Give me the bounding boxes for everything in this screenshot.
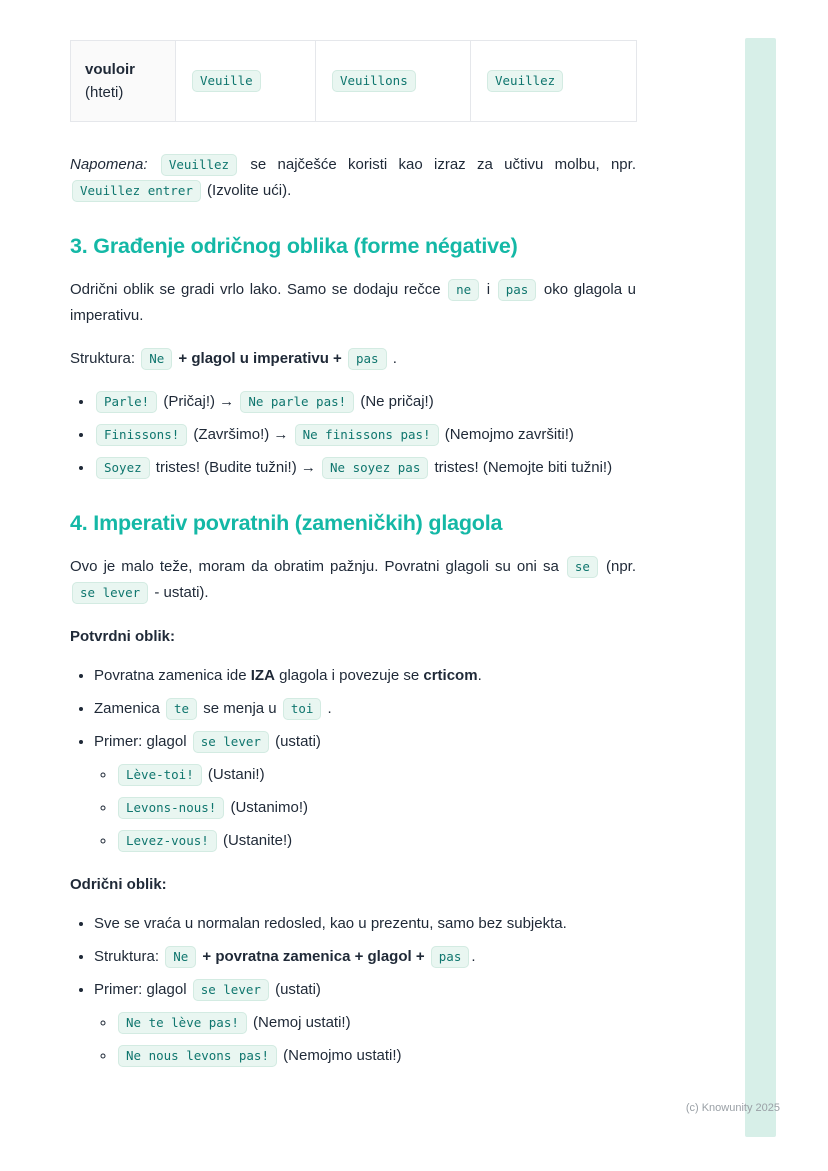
inline-code-badge: Ne nous levons pas! (118, 1045, 277, 1067)
inline-code-badge: Veuille (192, 70, 261, 92)
text-run: se najčešće koristi kao izraz za učtivu molbu, npr. (239, 156, 636, 173)
bold-run: + glagol u imperativu + (174, 350, 346, 367)
bold-run: IZA (250, 667, 275, 684)
table-cell-form-vous (471, 41, 637, 122)
note-paragraph (70, 152, 636, 204)
document-content (70, 40, 636, 1087)
text-run: (Ustanite!) (218, 832, 293, 849)
sub-list-item (116, 1010, 636, 1036)
text-run: . (477, 667, 482, 684)
list-item-text (94, 733, 321, 750)
text-run: Struktura: (70, 350, 140, 367)
negative-form-label: Odrični oblik: (70, 876, 167, 893)
affirmative-sublist (94, 762, 636, 854)
sub-list-item (116, 1043, 636, 1069)
inline-code-badge: Veuillez entrer (72, 180, 201, 202)
list-item-text (94, 981, 321, 998)
inline-code-badge: ne (448, 279, 479, 301)
text-run: (Nemojmo ustati!) (279, 1047, 402, 1064)
text-run: (Nemoj ustati!) (248, 1014, 351, 1031)
section4-intro-paragraph (70, 554, 636, 606)
inline-code-badge: pas (431, 946, 470, 968)
section3-intro-paragraph (70, 277, 636, 329)
verb-translation: (hteti) (85, 84, 124, 101)
text-run: oko glagola u imperativu. (70, 281, 637, 324)
inline-code-badge: se lever (193, 731, 269, 753)
list-item (94, 729, 636, 854)
text-run: i (481, 281, 496, 298)
negative-list (70, 911, 636, 1069)
list-item (94, 389, 636, 415)
inline-code-badge: pas (348, 348, 387, 370)
text-run: Odrični oblik se gradi vrlo lako. Samo se dodaju rečce (70, 281, 447, 298)
sub-list-item (116, 762, 636, 788)
section4-heading: 4. Imperativ povratnih (zameničkih) glagola (70, 511, 503, 535)
inline-code-badge: Ne soyez pas (322, 457, 428, 479)
text-run: glagola i povezuje se (274, 667, 424, 684)
text-run: tristes! (Budite tužni!) → (151, 459, 321, 476)
text-run: Zamenica (94, 700, 165, 717)
inline-code-badge: Ne (165, 946, 196, 968)
inline-code-badge: Veuillez (487, 70, 563, 92)
inline-code-badge: se lever (193, 979, 269, 1001)
text-run: (Završimo!) → (189, 426, 293, 443)
text-run: (Ne pričaj!) (356, 393, 434, 410)
text-run: Primer: glagol (94, 733, 191, 750)
table-cell-form-nous (316, 41, 471, 122)
bold-run: crticom (423, 667, 478, 684)
inline-code-badge: Ne te lève pas! (118, 1012, 247, 1034)
sub-list-item (116, 828, 636, 854)
inline-code-badge: Soyez (96, 457, 150, 479)
list-item (94, 696, 636, 722)
inline-code-badge: se (567, 556, 598, 578)
text-run: . (471, 948, 476, 965)
italic-run: Napomena: (70, 156, 159, 173)
text-run: (Ustanimo!) (226, 799, 308, 816)
inline-code-badge: toi (283, 698, 322, 720)
list-item (94, 911, 636, 937)
inline-code-badge: Ne finissons pas! (295, 424, 439, 446)
text-run: Sve se vraća u normalan redosled, kao u prezentu, samo bez subjekta. (94, 915, 567, 932)
text-run: se menja u (199, 700, 281, 717)
text-run: (npr. (599, 558, 636, 575)
text-run: Struktura: (94, 948, 164, 965)
text-run: (ustati) (270, 981, 321, 998)
section3-example-list (70, 389, 636, 481)
text-run: (ustati) (270, 733, 321, 750)
affirmative-form-label: Potvrdni oblik: (70, 628, 175, 645)
negative-sublist (94, 1010, 636, 1069)
text-run: Ovo je malo teže, moram da obratim pažnju. Povratni glagoli su oni sa (70, 558, 565, 575)
conjugation-table (70, 40, 637, 122)
inline-code-badge: Parle! (96, 391, 157, 413)
inline-code-badge: Veuillons (332, 70, 416, 92)
knowunity-watermark: (c) Knowunity 2025 (685, 1102, 780, 1114)
inline-code-badge: te (166, 698, 197, 720)
list-item (94, 944, 636, 970)
text-run: Primer: glagol (94, 981, 191, 998)
inline-code-badge: Ne (141, 348, 172, 370)
bold-run: + povratna zamenica + glagol + (198, 948, 429, 965)
list-item (94, 455, 636, 481)
table-cell-form-tu (176, 41, 316, 122)
text-run: (Nemojmo završiti!) (440, 426, 574, 443)
text-run: Povratna zamenica ide (94, 667, 251, 684)
table-row-vouloir (71, 41, 637, 122)
list-item (94, 422, 636, 448)
text-run: . (323, 700, 332, 717)
section3-structure-line (70, 346, 636, 372)
text-run: . (388, 350, 397, 367)
affirmative-list (70, 663, 636, 854)
text-run: - ustati). (150, 584, 209, 601)
text-run: (Ustani!) (203, 766, 265, 783)
inline-code-badge: Lève-toi! (118, 764, 202, 786)
text-run: (Pričaj!) → (159, 393, 239, 410)
list-item (94, 663, 636, 689)
table-cell-verb (71, 41, 176, 122)
section3-heading: 3. Građenje odričnog oblika (forme négative) (70, 234, 518, 258)
inline-code-badge: Veuillez (161, 154, 237, 176)
inline-code-badge: se lever (72, 582, 148, 604)
inline-code-badge: Levez-vous! (118, 830, 217, 852)
page-edge-strip (745, 38, 776, 1137)
inline-code-badge: Ne parle pas! (240, 391, 354, 413)
inline-code-badge: Levons-nous! (118, 797, 224, 819)
sub-list-item (116, 795, 636, 821)
text-run: (Izvolite ući). (202, 182, 292, 199)
inline-code-badge: pas (498, 279, 537, 301)
text-run: tristes! (Nemojte biti tužni!) (430, 459, 613, 476)
verb-name: vouloir (85, 61, 136, 78)
list-item (94, 977, 636, 1069)
inline-code-badge: Finissons! (96, 424, 187, 446)
